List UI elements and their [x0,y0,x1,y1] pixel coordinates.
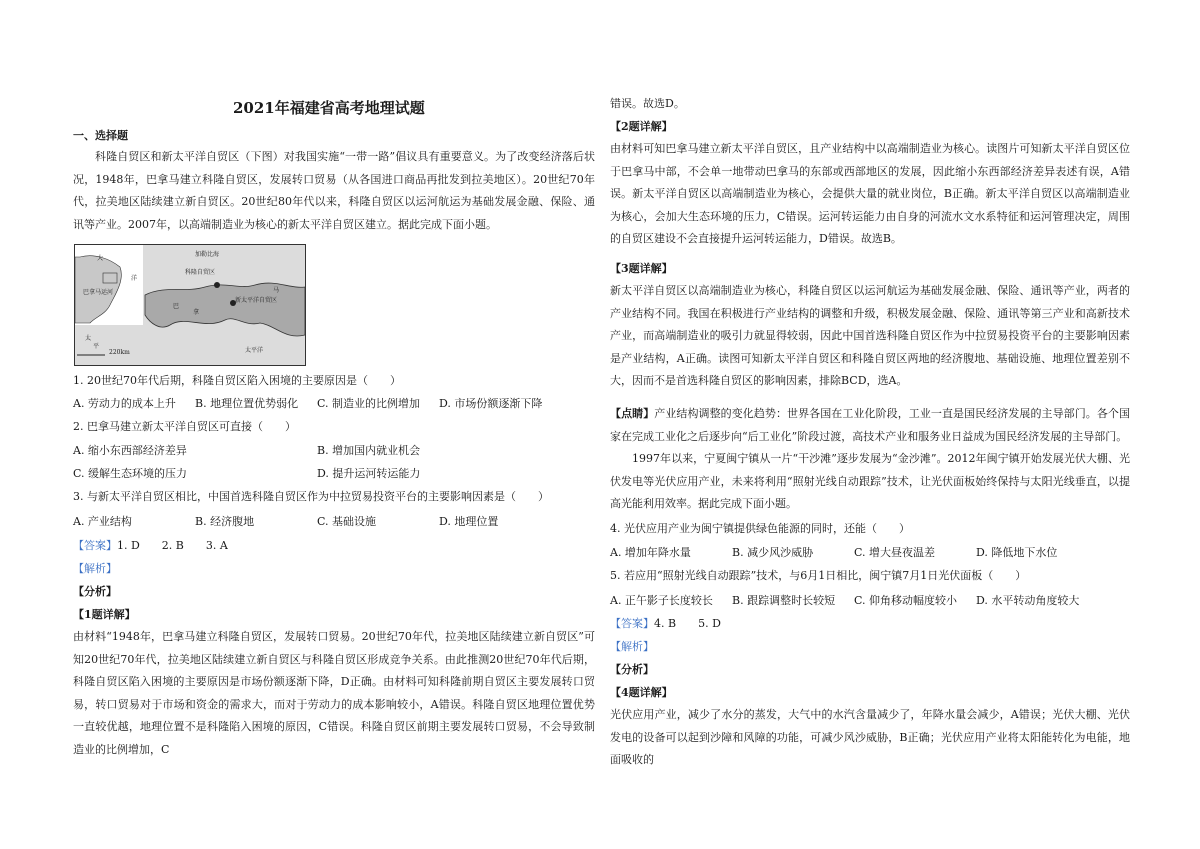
pacific-label: 太平洋 [245,347,264,354]
canal-label: 巴拿马运河 [83,289,114,296]
fenxi-tag-2: 【分析】 [610,663,654,676]
map-char-ma: 马 [273,287,280,294]
material-paragraph-2: 1997年以来，宁夏闽宁镇从一片“干沙滩”逐步发展为“金沙滩”。2012年闽宁镇开始发展光伏大棚、光伏发电等光伏应用产业，未来将利用“照射光线自动跟踪”技术，让光伏面板始终保持与太阳光线垂直，以提高光能利用效率。据此完成下面小题。 [610,452,1130,510]
detail-4-tag: 【4题详解】 [610,686,673,699]
answer-tag-2: 【答案】 [610,617,654,630]
answer-text: 1. D 2. B 3. A [117,539,228,552]
q5-option-a[interactable]: A. 正午影子长度较长 [610,594,713,607]
fenxi-tag: 【分析】 [73,585,117,598]
q1-option-d[interactable]: D. 市场份额逐渐下降 [439,397,543,410]
q3-option-d[interactable]: D. 地理位置 [439,515,499,528]
q4-option-c[interactable]: C. 增大昼夜温差 [854,546,936,559]
dianjing-block [610,403,1130,448]
scale-label: 220km [109,349,130,356]
map-char-ping: 平 [93,343,100,350]
q4-option-a[interactable]: A. 增加年降水量 [610,546,691,559]
jiexi-tag: 【解析】 [73,562,117,575]
question-5: 5. 若应用“照射光线自动跟踪”技术，与6月1日相比，闽宁镇7月1日光伏面板（ ） [610,569,1027,582]
question-2: 2. 巴拿马建立新太平洋自贸区可直接（ ） [73,420,296,433]
caribbean-label: 加勒比海 [195,251,220,258]
q5-option-d[interactable]: D. 水平转动角度较大 [976,594,1080,607]
detail-2-tag: 【2题详解】 [610,120,673,133]
q1-option-c[interactable]: C. 制造业的比例增加 [317,397,421,410]
q5-option-c[interactable]: C. 仰角移动幅度较小 [854,594,958,607]
q4-option-d[interactable]: D. 降低地下水位 [976,546,1058,559]
q2-option-d[interactable]: D. 提升运河转运能力 [317,467,421,480]
section-heading: 一、选择题 [73,129,128,142]
detail-3-text: 新太平洋自贸区以高端制造业为核心，科隆自贸区以运河航运为基础发展金融、保险、通讯等产业，两者的产业结构不同。我国在积极进行产业结构的调整和升级，积极发展金融、保险、通讯等第三产业和高新技术产业，而高端制造业的吸引力就显得较弱，因此中国首选科隆自贸区作为中拉贸易投资平台的主要影响因素是产业结构，A正确。读图可知新太平洋自贸区和科隆自贸区两地的经济腹地、基础设施、地理位置差别不大，因而不是首选科隆自贸区的影响因素，排除BCD，选A。 [610,284,1130,387]
question-4: 4. 光伏应用产业为闽宁镇提供绿色能源的同时，还能（ ） [610,522,910,535]
dianjing-text: 产业结构调整的变化趋势：世界各国在工业化阶段，工业一直是国民经济发展的主导部门。各个国家在完成工业化之后逐步向“后工业化”阶段过渡，高技术产业和服务业日益成为国民经济发展的主导部门。 [610,407,1131,443]
map-figure [74,244,306,366]
dianjing-tag: 【点睛】 [610,407,655,420]
q3-option-b[interactable]: B. 经济腹地 [195,515,255,528]
q2-option-b[interactable]: B. 增加国内就业机会 [317,444,421,457]
q1-option-a[interactable]: A. 劳动力的成本上升 [73,397,176,410]
map-char-na: 拿 [193,309,200,316]
detail-1-text: 由材料“1948年，巴拿马建立科隆自贸区，发展转口贸易。20世纪70年代，拉美地区陆续建立新自贸区”可知20世纪70年代，拉美地区陆续建立新自贸区与科隆自贸区形成竞争关系。由此推测20世纪70年代后期，科隆自贸区陷入困境的主要原因是市场份额逐渐下降，D正确。由材料可知科隆前期自贸区主要发展转口贸易，转口贸易对于市场和资金的需求大，而对于劳动力的成本影响较小，A错误。科隆自贸区地理位置优势一直较优越，地理位置不是科隆陷入困境的原因，C错误。科隆自贸区前期主要发展转口贸易，不会导致制造业的比例增加，C [73,630,595,756]
answer-line-2 [610,615,721,631]
q3-option-c[interactable]: C. 基础设施 [317,515,377,528]
q3-option-a[interactable]: A. 产业结构 [73,515,132,528]
detail-2-text: 由材料可知巴拿马建立新太平洋自贸区，且产业结构中以高端制造业为核心。读图片可知新太平洋自贸区位于巴拿马中部，不会单一地带动巴拿马的东部或西部地区的发展，因此缩小东西部经济差异表述有误，A错误。新太平洋自贸区以高端制造业为核心，会提供大量的就业岗位，B正确。新太平洋自贸区以高端制造业为核心，会加大生态环境的压力，C错误。运河转运能力由自身的河流水文水系特征和运河管理决定，周围的自贸区建设不会直接提升运河转运能力，D错误。故选B。 [610,142,1130,245]
answer-tag: 【答案】 [73,539,117,552]
q1-option-b[interactable]: B. 地理位置优势弱化 [195,397,299,410]
q2-option-c[interactable]: C. 缓解生态环境的压力 [73,467,188,480]
detail-3-tag: 【3题详解】 [610,262,673,275]
detail-1-tag: 【1题详解】 [73,608,136,621]
newpacific-fz-label: 新太平洋自贸区 [235,297,278,304]
question-3: 3. 与新太平洋自贸区相比，中国首选科隆自贸区作为中拉贸易投资平台的主要影响因素是（ ） [73,490,549,503]
map-char-yang: 洋 [131,275,138,282]
question-1: 1. 20世纪70年代后期，科隆自贸区陷入困境的主要原因是（ ） [73,374,401,387]
material-paragraph-1: 科隆自贸区和新太平洋自贸区（下图）对我国实施“一带一路”倡议具有重要意义。为了改变经济落后状况，1948年，巴拿马建立科隆自贸区，发展转口贸易（从各国进口商品再批发到拉美地区）。20世纪70年代，拉美地区陆续建立新自贸区。20世纪80年代以来，科隆自贸区以运河航运为基础发展金融、保险、通讯等产业。2007年，以高端制造业为核心的新太平洋自贸区建立。据此完成下面小题。 [73,150,595,231]
map-drawing [75,245,305,365]
q2-option-a[interactable]: A. 缩小东西部经济差异 [73,444,187,457]
detail-1-continued: 错误。故选D。 [610,97,685,110]
detail-4-text: 光伏应用产业，减少了水分的蒸发，大气中的水汽含量减少了，年降水量会减少，A错误；光伏大棚、光伏发电的设备可以起到沙障和风障的功能，可减少风沙威胁，B正确；光伏应用产业将太阳能转化为电能，地面吸收的 [610,708,1130,766]
jiexi-tag-2: 【解析】 [610,640,654,653]
colon-fz-label: 科隆自贸区 [185,269,216,276]
map-char-ba: 巴 [173,303,180,310]
answer-text-2: 4. B 5. D [654,617,721,630]
colon-fz-marker [214,282,220,288]
q4-option-b[interactable]: B. 减少风沙威胁 [732,546,814,559]
q5-option-b[interactable]: B. 跟踪调整时长较短 [732,594,836,607]
page-title: 2021年福建省高考地理试题 [233,99,425,117]
answer-line-1 [73,537,228,553]
map-char-tai: 太 [85,335,92,342]
map-char-da: 大 [97,255,104,262]
